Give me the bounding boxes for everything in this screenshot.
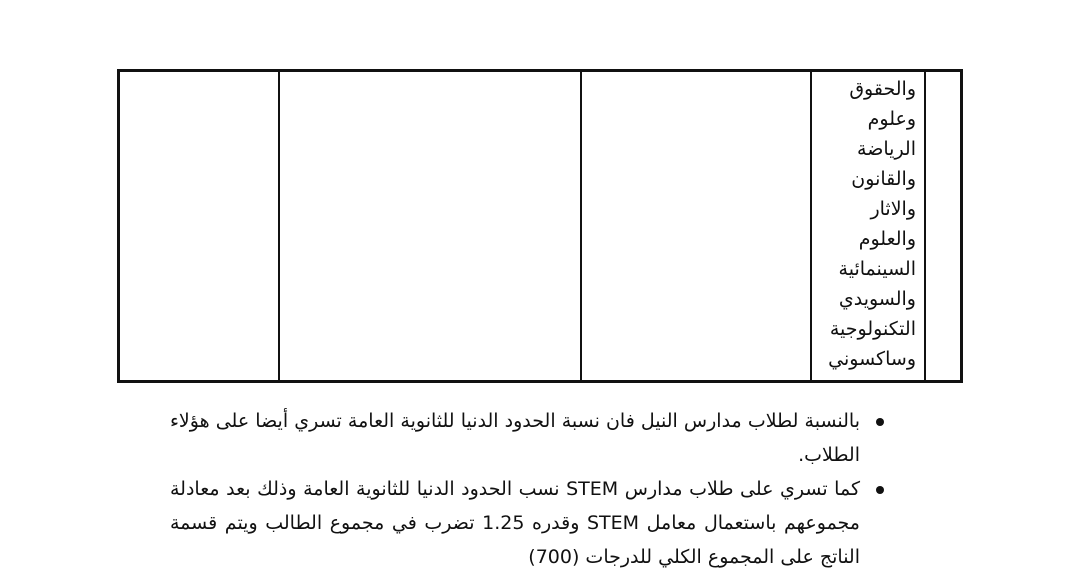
faculty-line: والحقوق: [849, 78, 916, 100]
table-column-divider: [924, 72, 926, 380]
faculty-line: التكنولوجية: [829, 318, 916, 340]
faculty-line: والقانون: [851, 168, 916, 190]
faculty-line: وعلوم: [867, 108, 916, 130]
faculty-line: الرياضة: [857, 138, 916, 160]
faculty-line: السينمائية: [838, 258, 916, 280]
table-column-divider: [580, 72, 582, 380]
bullet-text: كما تسري على طلاب مدارس STEM نسب الحدود الدنيا للثانوية العامة وذلك بعد معادلة مجموعهم باستعمال معامل STEM وقدره 1.25 تضرب في مجموع الطالب ويتم قسمة الناتج على المجموع الكلي للدرجات (700): [170, 478, 860, 568]
bullet-item: [170, 472, 890, 574]
continuation-table: [117, 69, 963, 383]
bullet-text: بالنسبة لطلاب مدارس النيل فان نسبة الحدود الدنيا للثانوية العامة تسري أيضا على هؤلاء الطلاب.: [170, 410, 860, 466]
faculty-line: وساكسوني: [828, 348, 916, 370]
bullet-item: [170, 404, 890, 472]
faculty-line: والعلوم: [858, 228, 916, 250]
table-column-divider: [278, 72, 280, 380]
notes-bullet-list: [170, 404, 890, 574]
faculties-list-cell: [810, 74, 916, 374]
faculty-line: والاثار: [870, 198, 916, 220]
faculty-line: والسويدي: [838, 288, 916, 310]
